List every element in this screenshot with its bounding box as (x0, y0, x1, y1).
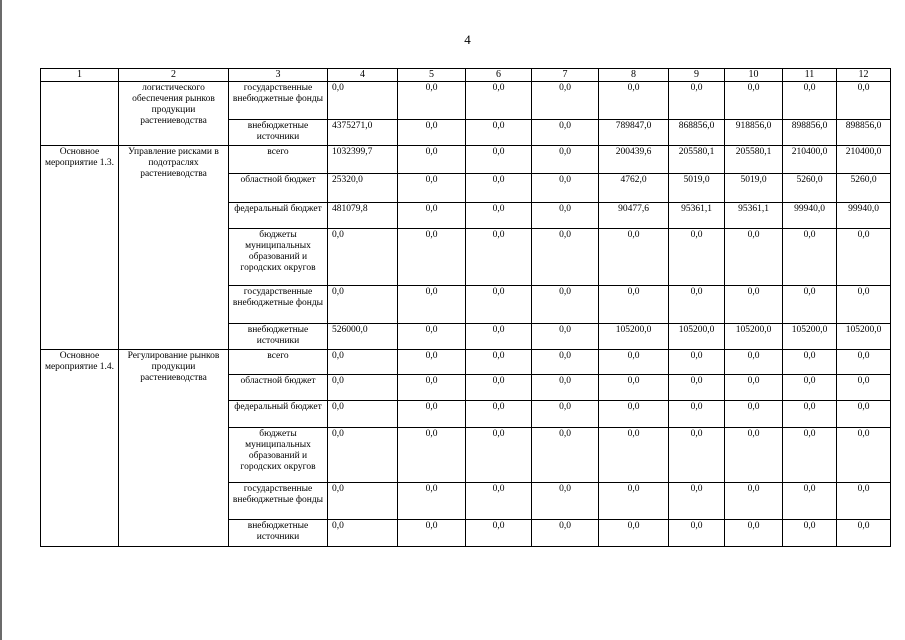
amount-cell: 105200,0 (783, 324, 837, 350)
amount-cell: 0,0 (725, 428, 783, 483)
table-row (41, 82, 891, 120)
amount-cell: 0,0 (725, 375, 783, 401)
amount-cell: 205580,1 (725, 146, 783, 174)
amount-cell: 95361,1 (725, 203, 783, 229)
table-row (41, 146, 891, 174)
amount-cell: 898856,0 (783, 120, 837, 146)
program-name-cell: Управление рисками в подотраслях растениеводства (119, 146, 229, 350)
amount-cell: 0,0 (466, 520, 532, 547)
amount-cell: 0,0 (837, 350, 891, 375)
amount-cell: 0,0 (599, 286, 669, 324)
amount-cell: 0,0 (532, 350, 599, 375)
amount-cell: 0,0 (669, 350, 725, 375)
funding-source-cell: государственные внебюджетные фонды (229, 82, 328, 120)
amount-cell: 0,0 (837, 375, 891, 401)
amount-cell: 0,0 (783, 82, 837, 120)
amount-cell: 0,0 (783, 286, 837, 324)
header-row (41, 69, 891, 82)
amount-cell: 0,0 (532, 483, 599, 520)
amount-cell: 0,0 (398, 174, 466, 203)
amount-cell: 0,0 (398, 350, 466, 375)
amount-cell: 5019,0 (725, 174, 783, 203)
amount-cell: 99940,0 (837, 203, 891, 229)
amount-cell: 898856,0 (837, 120, 891, 146)
amount-cell: 0,0 (725, 520, 783, 547)
amount-cell: 0,0 (398, 520, 466, 547)
amount-cell: 0,0 (532, 174, 599, 203)
amount-cell: 0,0 (328, 520, 398, 547)
program-name-cell: Регулирование рынков продукции растениеводства (119, 350, 229, 547)
amount-cell: 0,0 (783, 229, 837, 286)
amount-cell: 0,0 (398, 324, 466, 350)
amount-cell: 0,0 (328, 82, 398, 120)
amount-cell: 0,0 (669, 229, 725, 286)
amount-cell: 0,0 (328, 401, 398, 428)
amount-cell: 0,0 (837, 483, 891, 520)
amount-cell: 0,0 (669, 286, 725, 324)
funding-source-cell: федеральный бюджет (229, 401, 328, 428)
amount-cell: 105200,0 (599, 324, 669, 350)
column-header: 10 (725, 69, 783, 82)
amount-cell: 0,0 (599, 520, 669, 547)
funding-source-cell: внебюджетные источники (229, 324, 328, 350)
amount-cell: 0,0 (398, 229, 466, 286)
amount-cell: 0,0 (725, 401, 783, 428)
amount-cell: 0,0 (398, 120, 466, 146)
amount-cell: 0,0 (328, 375, 398, 401)
column-header: 2 (119, 69, 229, 82)
amount-cell: 25320,0 (328, 174, 398, 203)
funding-source-cell: внебюджетные источники (229, 120, 328, 146)
page-number: 4 (464, 32, 471, 47)
amount-cell: 0,0 (783, 350, 837, 375)
amount-cell: 210400,0 (837, 146, 891, 174)
amount-cell: 0,0 (398, 428, 466, 483)
amount-cell: 0,0 (398, 146, 466, 174)
amount-cell: 0,0 (725, 82, 783, 120)
amount-cell: 0,0 (466, 203, 532, 229)
amount-cell: 0,0 (837, 82, 891, 120)
amount-cell: 0,0 (837, 229, 891, 286)
amount-cell: 0,0 (328, 229, 398, 286)
amount-cell: 918856,0 (725, 120, 783, 146)
amount-cell: 0,0 (599, 375, 669, 401)
amount-cell: 0,0 (328, 350, 398, 375)
amount-cell: 0,0 (669, 375, 725, 401)
amount-cell: 526000,0 (328, 324, 398, 350)
amount-cell: 0,0 (725, 483, 783, 520)
column-header: 6 (466, 69, 532, 82)
amount-cell: 0,0 (532, 375, 599, 401)
event-name-cell (41, 82, 119, 146)
amount-cell: 105200,0 (669, 324, 725, 350)
amount-cell: 0,0 (466, 146, 532, 174)
funding-source-cell: всего (229, 146, 328, 174)
funding-source-cell: государственные внебюджетные фонды (229, 483, 328, 520)
amount-cell: 0,0 (466, 174, 532, 203)
amount-cell: 95361,1 (669, 203, 725, 229)
amount-cell: 0,0 (398, 203, 466, 229)
amount-cell: 0,0 (466, 428, 532, 483)
amount-cell: 0,0 (669, 428, 725, 483)
amount-cell: 789847,0 (599, 120, 669, 146)
amount-cell: 0,0 (783, 483, 837, 520)
funding-source-cell: областной бюджет (229, 174, 328, 203)
column-header: 11 (783, 69, 837, 82)
amount-cell: 0,0 (783, 428, 837, 483)
event-name-cell: Основное мероприятие 1.3. (41, 146, 119, 350)
amount-cell: 0,0 (669, 401, 725, 428)
amount-cell: 0,0 (398, 82, 466, 120)
amount-cell: 0,0 (398, 286, 466, 324)
amount-cell: 0,0 (599, 428, 669, 483)
column-header: 12 (837, 69, 891, 82)
funding-source-cell: федеральный бюджет (229, 203, 328, 229)
amount-cell: 1032399,7 (328, 146, 398, 174)
amount-cell: 0,0 (599, 350, 669, 375)
column-header: 7 (532, 69, 599, 82)
amount-cell: 200439,6 (599, 146, 669, 174)
amount-cell: 0,0 (599, 401, 669, 428)
page-edge (0, 0, 2, 640)
amount-cell: 0,0 (466, 286, 532, 324)
funding-source-cell: областной бюджет (229, 375, 328, 401)
column-header: 9 (669, 69, 725, 82)
amount-cell: 0,0 (837, 286, 891, 324)
budget-table (40, 68, 891, 547)
amount-cell: 0,0 (783, 520, 837, 547)
amount-cell: 5019,0 (669, 174, 725, 203)
amount-cell: 0,0 (725, 229, 783, 286)
amount-cell: 0,0 (398, 401, 466, 428)
amount-cell: 0,0 (725, 286, 783, 324)
amount-cell: 210400,0 (783, 146, 837, 174)
amount-cell: 0,0 (328, 428, 398, 483)
amount-cell: 0,0 (466, 120, 532, 146)
amount-cell: 0,0 (532, 428, 599, 483)
table-row (41, 350, 891, 375)
funding-source-cell: государственные внебюджетные фонды (229, 286, 328, 324)
amount-cell: 0,0 (532, 82, 599, 120)
column-header: 8 (599, 69, 669, 82)
amount-cell: 0,0 (837, 428, 891, 483)
amount-cell: 0,0 (532, 324, 599, 350)
amount-cell: 0,0 (328, 286, 398, 324)
amount-cell: 0,0 (532, 120, 599, 146)
amount-cell: 0,0 (532, 146, 599, 174)
column-header: 3 (229, 69, 328, 82)
column-header: 4 (328, 69, 398, 82)
program-name-cell: логистического обеспечения рынков продукции растениеводства (119, 82, 229, 146)
amount-cell: 0,0 (837, 401, 891, 428)
amount-cell: 0,0 (466, 324, 532, 350)
amount-cell: 0,0 (725, 350, 783, 375)
amount-cell: 0,0 (328, 483, 398, 520)
amount-cell: 0,0 (669, 483, 725, 520)
amount-cell: 0,0 (783, 401, 837, 428)
amount-cell: 0,0 (466, 375, 532, 401)
amount-cell: 0,0 (398, 375, 466, 401)
amount-cell: 105200,0 (725, 324, 783, 350)
amount-cell: 481079,8 (328, 203, 398, 229)
amount-cell: 0,0 (837, 520, 891, 547)
amount-cell: 0,0 (783, 375, 837, 401)
amount-cell: 0,0 (669, 520, 725, 547)
amount-cell: 0,0 (466, 401, 532, 428)
amount-cell: 0,0 (398, 483, 466, 520)
amount-cell: 0,0 (532, 520, 599, 547)
funding-source-cell: всего (229, 350, 328, 375)
amount-cell: 0,0 (466, 82, 532, 120)
amount-cell: 0,0 (532, 229, 599, 286)
amount-cell: 90477,6 (599, 203, 669, 229)
event-name-cell: Основное мероприятие 1.4. (41, 350, 119, 547)
amount-cell: 0,0 (466, 483, 532, 520)
amount-cell: 0,0 (599, 229, 669, 286)
amount-cell: 0,0 (466, 350, 532, 375)
amount-cell: 205580,1 (669, 146, 725, 174)
amount-cell: 0,0 (669, 82, 725, 120)
amount-cell: 5260,0 (837, 174, 891, 203)
amount-cell: 99940,0 (783, 203, 837, 229)
amount-cell: 868856,0 (669, 120, 725, 146)
amount-cell: 0,0 (599, 483, 669, 520)
amount-cell: 4762,0 (599, 174, 669, 203)
amount-cell: 105200,0 (837, 324, 891, 350)
funding-source-cell: внебюджетные источники (229, 520, 328, 547)
amount-cell: 0,0 (532, 203, 599, 229)
amount-cell: 0,0 (466, 229, 532, 286)
amount-cell: 0,0 (532, 286, 599, 324)
column-header: 1 (41, 69, 119, 82)
amount-cell: 4375271,0 (328, 120, 398, 146)
funding-source-cell: бюджеты муниципальных образований и городских округов (229, 229, 328, 286)
amount-cell: 5260,0 (783, 174, 837, 203)
amount-cell: 0,0 (532, 401, 599, 428)
funding-source-cell: бюджеты муниципальных образований и городских округов (229, 428, 328, 483)
amount-cell: 0,0 (599, 82, 669, 120)
column-header: 5 (398, 69, 466, 82)
